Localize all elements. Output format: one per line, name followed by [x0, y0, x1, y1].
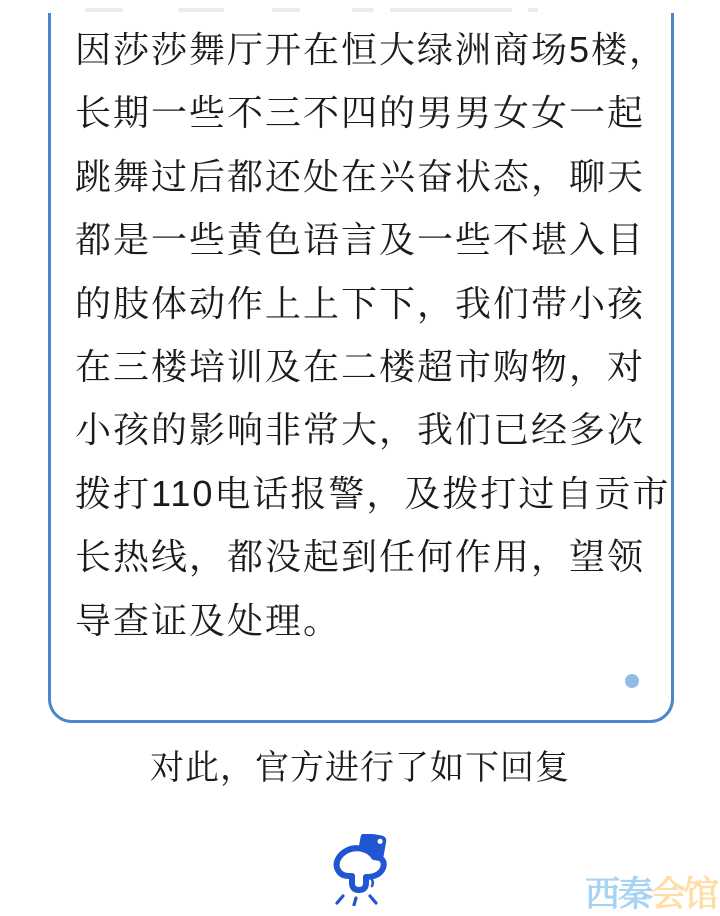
watermark-text-blue: 西秦 [584, 875, 651, 914]
complaint-text-line: 都是一些黄色语言及一些不堪入目 [75, 219, 646, 261]
scroll-indicator-dot [625, 674, 639, 688]
complaint-text-line: 拨打110电话报警，及拨打过自贡市 [75, 472, 671, 514]
complaint-text-line: 因莎莎舞厅开在恒大绿洲商场5楼， [75, 29, 668, 70]
cutoff-text-fragment [528, 8, 538, 12]
cutoff-text-fragment [352, 8, 374, 12]
complaint-text-line: 的肢体动作上上下下，我们带小孩 [75, 282, 646, 324]
hand-shape [337, 848, 384, 890]
hand-pointing-down-icon [331, 834, 397, 906]
cutoff-text-remnant [0, 0, 720, 13]
watermark-text-orange: 会馆 [650, 875, 717, 914]
complaint-quote-box [48, 0, 674, 723]
complaint-text-line: 在三楼培训及在二楼超市购物，对 [75, 346, 646, 388]
cutoff-text-fragment [85, 8, 123, 12]
complaint-text-line: 长热线，都没起到任何作用，望领 [75, 536, 646, 578]
complaint-text-line: 跳舞过后都还处在兴奋状态，聊天 [75, 155, 646, 197]
cutoff-text-fragment [390, 8, 512, 12]
watermark-logo [585, 877, 717, 912]
complaint-text-line: 导查证及处理。 [75, 599, 342, 641]
complaint-text-line: 长期一些不三不四的男男女女一起 [75, 92, 646, 134]
cutoff-text-fragment [178, 8, 224, 12]
caption-text: 对此，官方进行了如下回复 [150, 749, 570, 787]
cutoff-text-fragment [272, 8, 300, 12]
knuckle-detail [371, 878, 373, 886]
complaint-text-line: 小孩的影响非常大，我们已经多次 [75, 409, 646, 451]
emphasis-lines [337, 896, 376, 905]
